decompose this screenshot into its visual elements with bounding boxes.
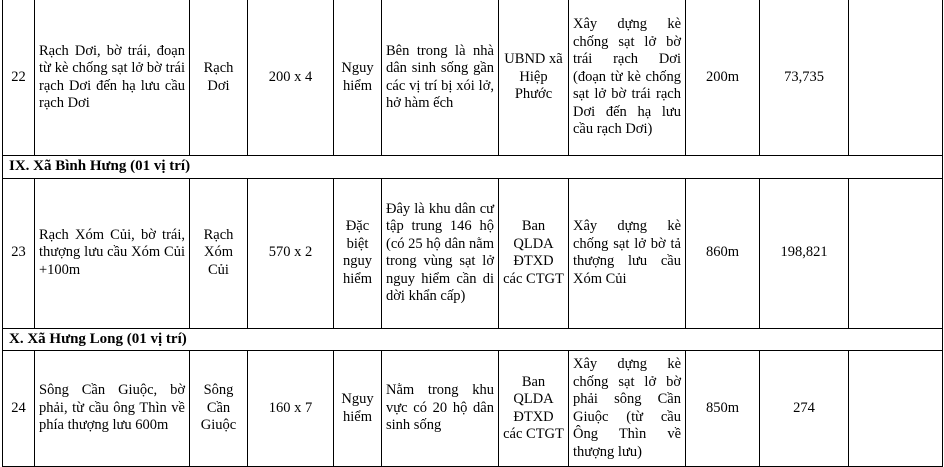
cost-cell: 73,735 (760, 0, 849, 156)
section-header-row (3, 156, 943, 179)
river-cell: Rạch Dơi (190, 0, 248, 156)
owner-cell: Ban QLDA ĐTXD các CTGT (499, 178, 569, 328)
danger-level-cell: Nguy hiểm (334, 351, 382, 467)
table-row (3, 178, 943, 328)
landslide-sites-table (2, 0, 943, 467)
location-cell: Rạch Xóm Củi, bờ trái, thượng lưu cầu Xóm Củi +100m (35, 178, 190, 328)
length-cell: 860m (686, 178, 760, 328)
location-cell: Rạch Dơi, bờ trái, đoạn từ kè chống sạt lở bờ trái rạch Dơi đến hạ lưu cầu rạch Dơi (35, 0, 190, 156)
cost-cell: 198,821 (760, 178, 849, 328)
row-number: 24 (3, 351, 35, 467)
size-cell: 570 x 2 (248, 178, 334, 328)
solution-cell: Xây dựng kè chống sạt lở bờ phải sông Cần Giuộc (từ cầu Ông Thìn về thượng lưu) (569, 351, 686, 467)
danger-level-cell: Đặc biệt nguy hiểm (334, 178, 382, 328)
section-title: IX. Xã Bình Hưng (01 vị trí) (3, 156, 943, 179)
table-row (3, 0, 943, 156)
note-cell (849, 351, 943, 467)
owner-cell: UBND xã Hiệp Phước (499, 0, 569, 156)
size-cell: 160 x 7 (248, 351, 334, 467)
row-number: 23 (3, 178, 35, 328)
row-number: 22 (3, 0, 35, 156)
note-cell (849, 178, 943, 328)
cost-cell: 274 (760, 351, 849, 467)
status-cell: Bên trong là nhà dân sinh sống gần các vị trí bị xói lở, hở hàm ếch (382, 0, 499, 156)
status-cell: Đây là khu dân cư tập trung 146 hộ (có 25 hộ dân nằm trong vùng sạt lở nguy hiểm cần di dời khẩn cấp) (382, 178, 499, 328)
section-title: X. Xã Hưng Long (01 vị trí) (3, 328, 943, 351)
owner-cell: Ban QLDA ĐTXD các CTGT (499, 351, 569, 467)
note-cell (849, 0, 943, 156)
length-cell: 200m (686, 0, 760, 156)
status-cell: Nằm trong khu vực có 20 hộ dân sinh sống (382, 351, 499, 467)
size-cell: 200 x 4 (248, 0, 334, 156)
river-cell: Rạch Xóm Củi (190, 178, 248, 328)
location-cell: Sông Cần Giuộc, bờ phải, từ cầu ông Thìn về phía thượng lưu 600m (35, 351, 190, 467)
solution-cell: Xây dựng kè chống sạt lở bờ trái rạch Dơi (đoạn từ kè chống sạt lở bờ trái rạch Dơi đến hạ lưu cầu rạch Dơi) (569, 0, 686, 156)
section-header-row (3, 328, 943, 351)
river-cell: Sông Cần Giuộc (190, 351, 248, 467)
table-row (3, 351, 943, 467)
danger-level-cell: Nguy hiểm (334, 0, 382, 156)
solution-cell: Xây dựng kè chống sạt lở bờ tả thượng lưu cầu Xóm Củi (569, 178, 686, 328)
length-cell: 850m (686, 351, 760, 467)
